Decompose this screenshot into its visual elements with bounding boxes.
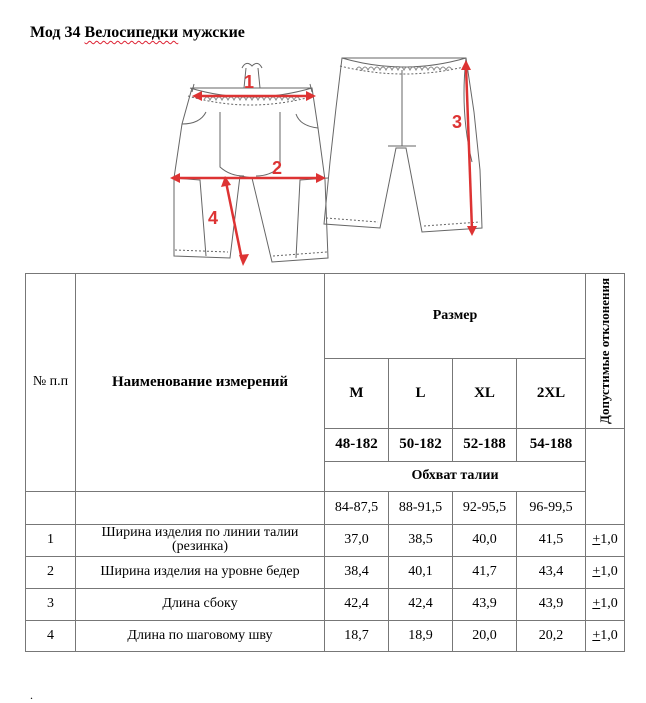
row-name: Длина по шаговому шву: [76, 620, 325, 651]
waist-l: 88-91,5: [389, 491, 453, 524]
waist-2xl: 96-99,5: [517, 491, 586, 524]
back-shorts-drawing: [324, 58, 482, 232]
tolerance-sign: +: [592, 627, 601, 643]
row-value-2xl: 43,4: [517, 556, 586, 588]
row-name: Ширина изделия на уровне бедер: [76, 556, 325, 588]
row-number: 3: [26, 588, 76, 620]
size-header: Размер: [325, 274, 586, 359]
front-shorts-drawing: [174, 63, 328, 262]
row-value-l: 40,1: [389, 556, 453, 588]
table-row: [26, 524, 625, 556]
row-value-m: 18,7: [325, 620, 389, 651]
row-value-xl: 43,9: [453, 588, 517, 620]
row-value-2xl: 20,2: [517, 620, 586, 651]
row-value-m: 42,4: [325, 588, 389, 620]
row-value-l: 38,5: [389, 524, 453, 556]
row-name: Длина сбоку: [76, 588, 325, 620]
tolerance-blank: [586, 428, 625, 524]
row-number: 2: [26, 556, 76, 588]
footer-mark: .: [30, 688, 33, 702]
size-code-xl: 52-188: [453, 428, 517, 461]
size-code-l: 50-182: [389, 428, 453, 461]
blank-name: [76, 491, 325, 524]
size-letter-2xl: 2XL: [517, 358, 586, 428]
row-value-l: 18,9: [389, 620, 453, 651]
size-letter-m: M: [325, 358, 389, 428]
title-suffix: мужские: [182, 24, 245, 41]
tolerance-sign: +: [592, 532, 601, 548]
measure-label-3: 3: [452, 112, 463, 132]
title-prefix: Мод 34: [30, 24, 81, 41]
document-title: [30, 24, 245, 42]
tolerance-value: 1,0: [600, 564, 618, 580]
row-number: 4: [26, 620, 76, 651]
waist-m: 84-87,5: [325, 491, 389, 524]
size-chart-table: [25, 273, 625, 652]
tolerance-sign: +: [592, 596, 601, 612]
size-code-m: 48-182: [325, 428, 389, 461]
title-word: Велосипедки: [84, 24, 179, 41]
row-value-xl: 41,7: [453, 556, 517, 588]
row-value-xl: 20,0: [453, 620, 517, 651]
row-number: 1: [26, 524, 76, 556]
tolerance-sign: +: [592, 564, 601, 580]
waist-header: Обхват талии: [325, 461, 586, 491]
row-tolerance: [586, 556, 625, 588]
waist-xl: 92-95,5: [453, 491, 517, 524]
name-header: Наименование измерений: [76, 274, 325, 492]
size-code-2xl: 54-188: [517, 428, 586, 461]
table-row: [26, 588, 625, 620]
tolerance-value: 1,0: [600, 627, 618, 643]
row-value-m: 38,4: [325, 556, 389, 588]
row-value-l: 42,4: [389, 588, 453, 620]
tolerance-value: 1,0: [600, 532, 618, 548]
row-tolerance: [586, 620, 625, 651]
size-letter-l: L: [389, 358, 453, 428]
tolerance-value: 1,0: [600, 596, 618, 612]
shorts-diagram: [160, 52, 500, 272]
row-value-xl: 40,0: [453, 524, 517, 556]
tolerance-header: Допустимые отклонения: [596, 278, 612, 424]
blank-num: [26, 491, 76, 524]
row-value-m: 37,0: [325, 524, 389, 556]
measure-label-2: 2: [272, 158, 283, 178]
num-header: № п.п: [26, 274, 76, 492]
tolerance-header-cell: [586, 274, 625, 429]
table-row: [26, 620, 625, 651]
measure-label-4: 4: [208, 208, 219, 228]
measure-label-1: 1: [244, 72, 255, 92]
size-letter-xl: XL: [453, 358, 517, 428]
row-tolerance: [586, 588, 625, 620]
row-value-2xl: 43,9: [517, 588, 586, 620]
table-row: [26, 556, 625, 588]
row-name: Ширина изделия по линии талии (резинка): [76, 524, 325, 556]
row-tolerance: [586, 524, 625, 556]
row-value-2xl: 41,5: [517, 524, 586, 556]
